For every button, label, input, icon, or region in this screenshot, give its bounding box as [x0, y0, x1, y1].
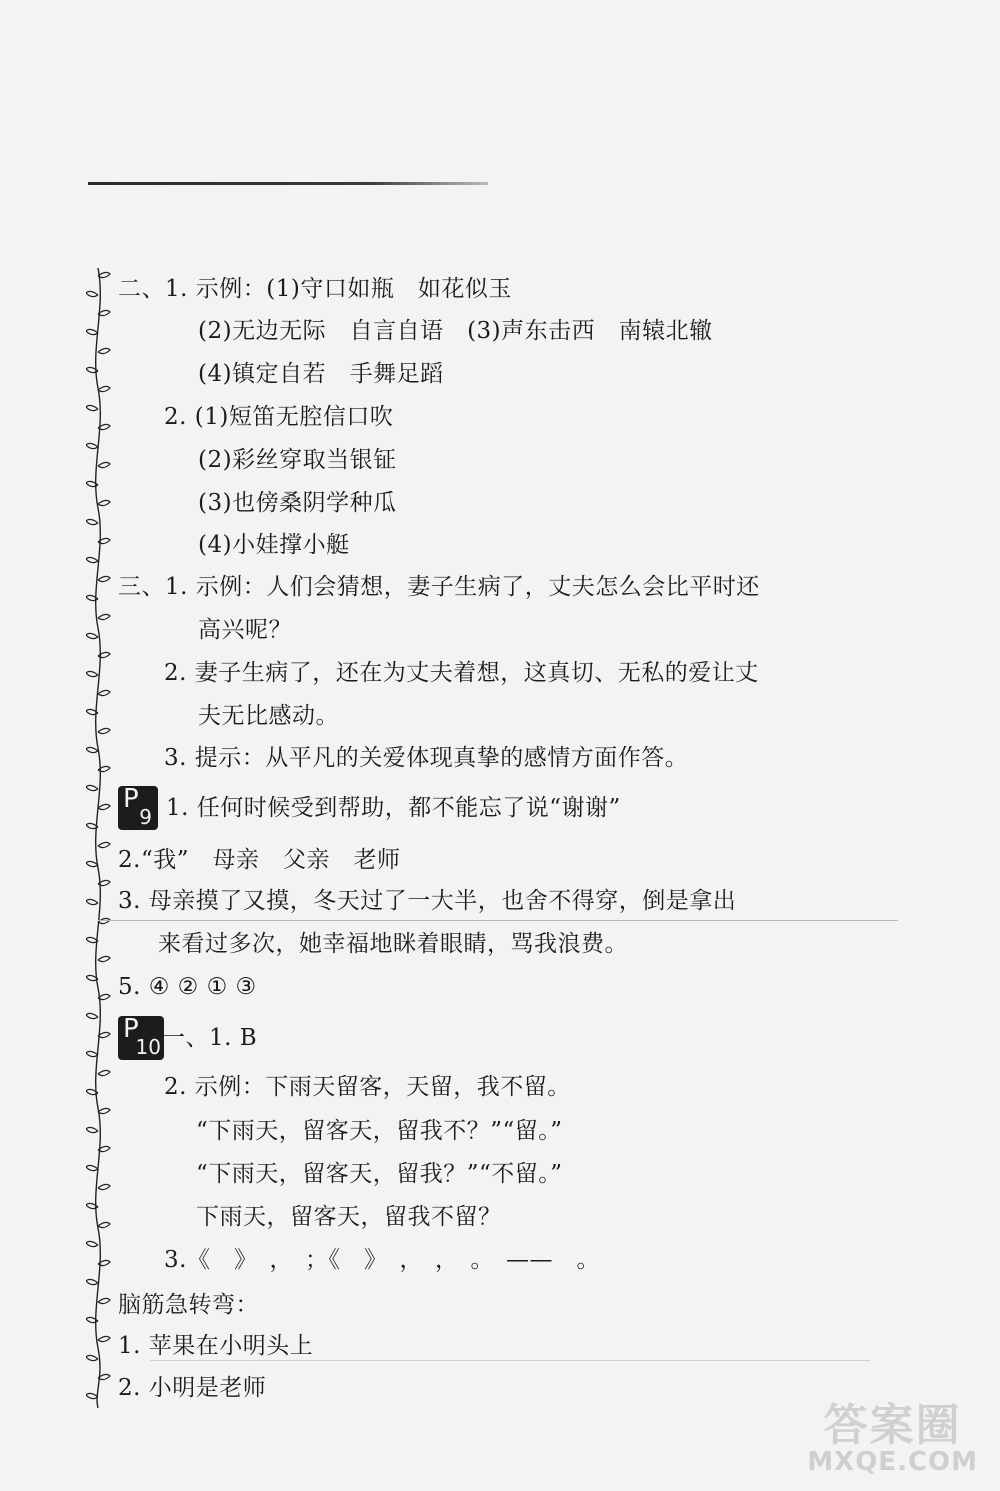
answer-line: (3)也傍桑阴学种瓜 — [198, 490, 397, 516]
answer-line: 2. 示例：下雨天留客，天留，我不留。 — [164, 1074, 571, 1100]
top-divider — [88, 182, 488, 185]
badge-number: 9 — [139, 805, 152, 829]
page-badge-p9 — [118, 786, 158, 830]
answer-line: 2. 妻子生病了，还在为丈夫着想，这真切、无私的爱让丈 — [164, 660, 759, 686]
answer-line: 2.“我” 母亲 父亲 老师 — [118, 847, 401, 873]
answer-line: (2)无边无际 自言自语 (3)声东击西 南辕北辙 — [198, 318, 713, 344]
answer-line: 高兴呢？ — [198, 617, 292, 643]
scan-line — [98, 920, 898, 921]
section-title: 脑筋急转弯： — [118, 1292, 259, 1318]
badge-number: 10 — [135, 1035, 161, 1059]
answer-line: 5. ④ ② ① ③ — [118, 974, 257, 1000]
answer-line: “下雨天，留客天，留我不？”“留。” — [196, 1118, 563, 1144]
answer-line: (2)彩丝穿取当银钲 — [198, 447, 397, 473]
answer-line: (4)镇定自若 手舞足蹈 — [198, 361, 444, 387]
answer-line: (4)小娃撑小艇 — [198, 532, 350, 558]
answer-line: 2. 小明是老师 — [118, 1375, 267, 1401]
answer-line: 二、1. 示例：(1)守口如瓶 如花似玉 — [118, 276, 512, 302]
answer-line: 2. (1)短笛无腔信口吹 — [164, 404, 394, 430]
answer-line: 一、1. B — [162, 1025, 258, 1051]
watermark-text: 答案圈 — [823, 1400, 962, 1451]
scan-line — [150, 1360, 870, 1361]
answer-line: 1. 苹果在小明头上 — [118, 1333, 314, 1359]
answer-line: 3.《 》 ， ；《 》 ， ， 。 —— 。 — [164, 1247, 600, 1273]
site-watermark — [807, 1389, 978, 1477]
vine-border-decoration — [86, 268, 116, 1408]
answer-line: 下雨天，留客天，留我不留？ — [196, 1204, 502, 1230]
badge-letter: P — [123, 784, 139, 814]
answer-line: 3. 母亲摸了又摸，冬天过了一大半，也舍不得穿，倒是拿出 — [118, 888, 737, 914]
answer-line: 三、1. 示例：人们会猜想，妻子生病了，丈夫怎么会比平时还 — [118, 574, 760, 600]
page-badge-p10 — [118, 1016, 164, 1060]
badge-letter: P — [123, 1014, 139, 1044]
watermark-url: MXQE.COM — [807, 1447, 978, 1477]
answer-line: 夫无比感动。 — [198, 703, 339, 729]
answer-line: “下雨天，留客天，留我？”“不留。” — [196, 1161, 563, 1187]
answer-line: 1. 任何时候受到帮助，都不能忘了说“谢谢” — [166, 795, 621, 821]
answer-line: 来看过多次，她幸福地眯着眼睛，骂我浪费。 — [158, 931, 628, 957]
answer-line: 3. 提示：从平凡的关爱体现真挚的感情方面作答。 — [164, 745, 689, 771]
